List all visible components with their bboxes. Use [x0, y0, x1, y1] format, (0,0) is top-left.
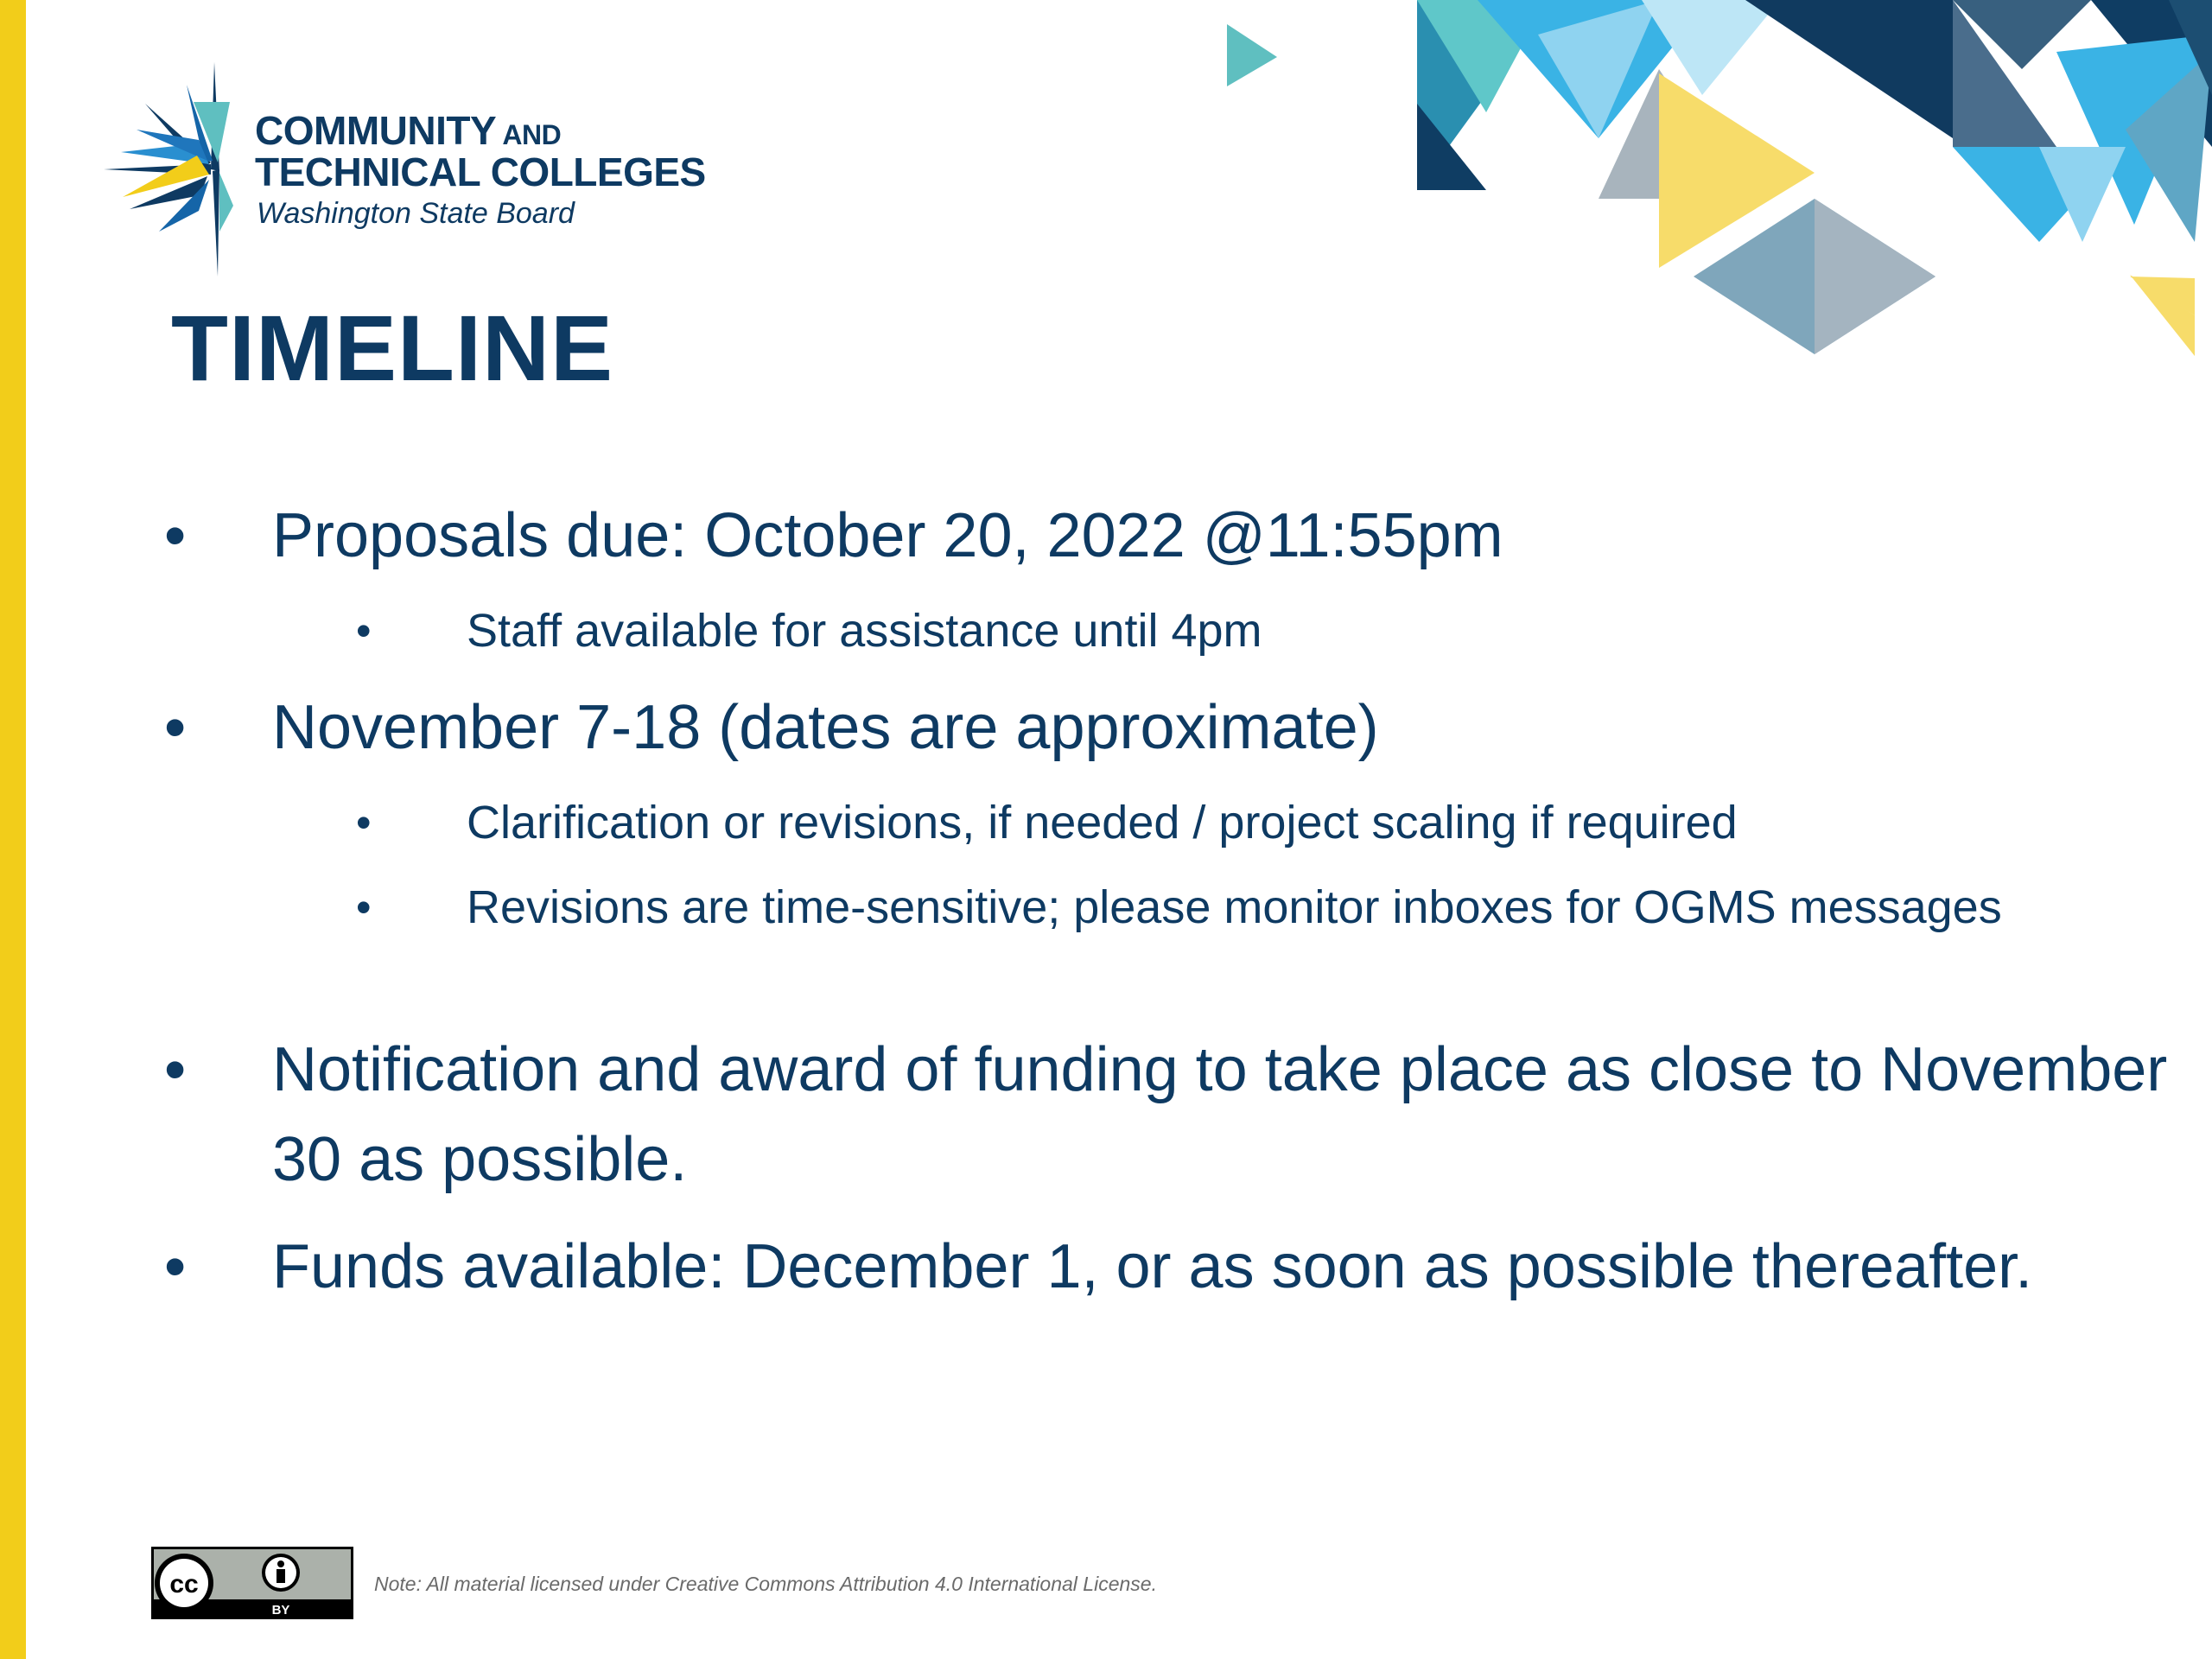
starburst-logo-icon [104, 59, 233, 283]
bullet-icon: • [164, 501, 187, 570]
bullet-icon: • [356, 798, 372, 847]
creative-commons-by-badge[interactable] [151, 1547, 353, 1619]
bullet-icon: • [164, 693, 187, 762]
logo-text-line3: Washington State Board [257, 197, 575, 230]
sub-list-item-text: Staff available for assistance until 4pm [467, 605, 1262, 657]
bullet-icon: • [164, 1035, 187, 1104]
list-item-text: Proposals due: October 20, 2022 @11:55pm [272, 501, 1503, 570]
logo-text-line1: COMMUNITY AND [255, 108, 562, 153]
sbctc-logo [104, 59, 743, 283]
license-note: Note: All material licensed under Creative Commons Attribution 4.0 International License. [374, 1573, 1157, 1595]
by-label: BY [271, 1603, 290, 1618]
slide-title: TIMELINE [171, 296, 613, 400]
logo-text-line2: TECHNICAL COLLEGES [255, 149, 706, 194]
list-item-text: November 7-18 (dates are approximate) [272, 693, 1379, 762]
list-item-text: Notification and award of funding to take place as close to November 30 as possible. [272, 1035, 2168, 1194]
bullet-icon: • [356, 883, 372, 931]
sub-list-item-text: Clarification or revisions, if needed / project scaling if required [467, 797, 1738, 849]
cc-label: cc [169, 1570, 199, 1599]
list-item-text: Funds available: December 1, or as soon as possible thereafter. [272, 1232, 2033, 1301]
left-accent-stripe [0, 0, 26, 1659]
sub-list-item-text: Revisions are time-sensitive; please monitor inboxes for OGMS messages [467, 881, 2002, 933]
decorative-triangles-graphic [1192, 0, 2212, 380]
bullet-icon: • [356, 607, 372, 655]
bullet-icon: • [164, 1232, 187, 1301]
